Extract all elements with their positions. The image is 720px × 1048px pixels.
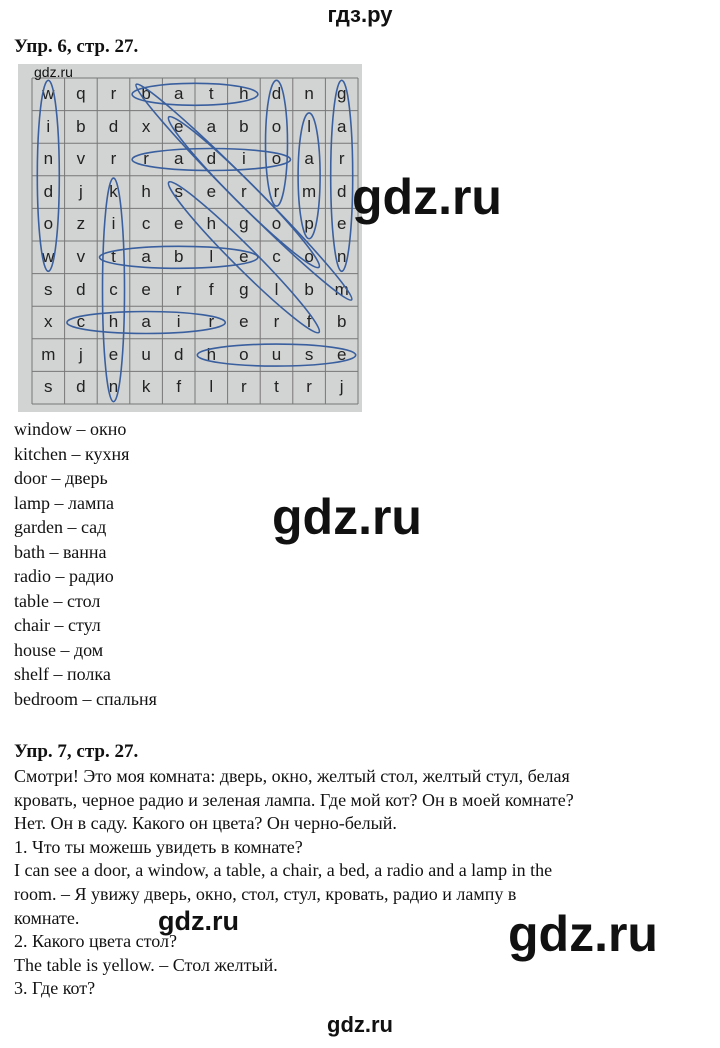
exercise-7-line: room. – Я увижу дверь, окно, стол, стул, кровать, радио и лампу в xyxy=(14,883,517,904)
exercise-7-line: The table is yellow. – Стол желтый. xyxy=(14,954,278,975)
found-word-ellipse xyxy=(197,344,355,366)
grid-letter: a xyxy=(173,149,184,169)
grid-letter: d xyxy=(206,149,217,169)
found-word-ellipse xyxy=(132,83,258,105)
grid-letter: r xyxy=(175,279,182,299)
vocab-item: door – дверь xyxy=(14,468,108,488)
grid-letter: b xyxy=(336,312,347,332)
grid-letter: r xyxy=(208,312,215,332)
word-search-puzzle xyxy=(18,64,362,412)
grid-letter: e xyxy=(141,279,151,299)
grid-letter: g xyxy=(336,84,347,103)
grid-letter: p xyxy=(304,214,314,234)
grid-letter: l xyxy=(209,247,214,266)
vocab-item: chair – стул xyxy=(14,615,101,635)
grid-letter: k xyxy=(109,181,118,201)
grid-letter: v xyxy=(76,149,86,169)
grid-letter: e xyxy=(239,247,249,266)
site-header: гдз.ру xyxy=(327,2,393,27)
grid-letter: h xyxy=(206,214,217,234)
grid-letter: r xyxy=(273,312,280,332)
grid-letter: r xyxy=(110,149,117,169)
grid-letter: s xyxy=(44,279,53,299)
grid-letter: b xyxy=(304,279,314,299)
grid-letter: t xyxy=(274,377,279,397)
grid-letter: o xyxy=(271,116,282,136)
found-word-ellipse xyxy=(161,109,327,275)
grid-letter: a xyxy=(304,149,314,169)
grid-letter: e xyxy=(173,116,184,136)
grid-letter: r xyxy=(143,149,149,169)
exercise-7-text xyxy=(14,765,714,1001)
grid-letter: b xyxy=(141,84,151,103)
grid-letter: r xyxy=(241,181,247,201)
grid-letter: h xyxy=(239,84,249,103)
vocab-item: lamp – лампа xyxy=(14,492,114,513)
grid-letter: l xyxy=(274,279,279,299)
grid-letter: j xyxy=(339,377,344,397)
grid-letter: h xyxy=(108,312,119,332)
grid-letter: m xyxy=(302,181,317,201)
exercise-7-line: 1. Что ты можешь увидеть в комнате? xyxy=(14,836,303,857)
vocab-item: house – дом xyxy=(14,639,104,660)
grid-letter: s xyxy=(304,344,314,364)
grid-letter: t xyxy=(111,247,116,266)
grid-letter: i xyxy=(176,312,181,332)
found-word-ellipse xyxy=(37,80,59,271)
found-word-ellipse xyxy=(266,80,288,206)
grid-letter: o xyxy=(271,214,282,234)
watermark-small-1: gdz.ru xyxy=(158,906,239,936)
grid-letter: a xyxy=(336,116,347,136)
grid-letter: e xyxy=(336,344,347,364)
grid-letter: r xyxy=(110,84,117,103)
grid-letter: r xyxy=(241,377,247,397)
grid-letter: e xyxy=(336,214,347,234)
grid-letter: w xyxy=(42,247,55,266)
grid-letter: e xyxy=(239,312,249,332)
grid-letter: b xyxy=(239,116,249,136)
grid-letter: e xyxy=(173,214,184,234)
grid-letter: d xyxy=(336,181,347,201)
grid-letter: z xyxy=(76,214,86,234)
grid-letter: j xyxy=(79,344,83,364)
grid-letter: c xyxy=(141,214,151,234)
grid-letter: q xyxy=(76,84,86,103)
grid-letter: d xyxy=(76,377,86,397)
grid-letter: c xyxy=(272,247,281,266)
exercise-6-title: Упр. 6, стр. 27. xyxy=(14,36,139,57)
grid-letter: d xyxy=(108,116,119,136)
grid-letter: x xyxy=(44,312,53,332)
vocab-item: bedroom – спальня xyxy=(14,688,157,709)
found-word-ellipse xyxy=(103,178,125,402)
vocab-item: bath – ванна xyxy=(14,541,107,562)
grid-letter: t xyxy=(208,84,214,103)
grid-letter: j xyxy=(79,181,83,201)
found-word-ellipse xyxy=(331,80,353,271)
grid-letter: d xyxy=(173,344,184,364)
grid-letter: f xyxy=(306,312,312,332)
grid-letter: c xyxy=(76,312,86,332)
exercise-7-line: I can see a door, a window, a table, a chair, a bed, a radio and a lamp in the xyxy=(14,860,553,881)
grid-letter: k xyxy=(141,377,151,397)
grid-letter: n xyxy=(43,149,54,169)
vocab-item: garden – сад xyxy=(14,517,107,537)
exercise-7-line: 3. Где кот? xyxy=(14,978,96,999)
grid-letter: f xyxy=(176,377,182,397)
grid-letter: x xyxy=(141,116,151,136)
grid-letter: v xyxy=(76,247,86,266)
grid-letter: r xyxy=(338,149,345,169)
exercise-7-line: Смотри! Это моя комната: дверь, окно, желтый стол, желтый стул, белая xyxy=(14,766,570,786)
found-word-ellipse xyxy=(161,174,327,340)
watermark-big-3: gdz.ru xyxy=(508,906,658,962)
grid-letter: f xyxy=(208,279,214,299)
watermark-big-2: gdz.ru xyxy=(272,489,422,545)
grid-letter: g xyxy=(239,214,249,234)
vocab-item: table – стол xyxy=(14,590,101,611)
exercise-7-line: Нет. Он в саду. Какого он цвета? Он черно-белый. xyxy=(14,813,397,834)
grid-letter: a xyxy=(206,116,217,136)
grid-letter: d xyxy=(43,181,54,201)
grid-letter: s xyxy=(44,377,53,397)
found-word-circles xyxy=(18,64,362,412)
grid-letter: i xyxy=(111,214,116,234)
grid-letter: r xyxy=(306,377,312,397)
grid-letter: i xyxy=(46,116,51,136)
grid-letter: g xyxy=(239,279,249,299)
exercise-7-line: кровать, черное радио и зеленая лампа. Где мой кот? Он в моей комнате? xyxy=(14,789,574,810)
grid-letter: b xyxy=(173,247,184,266)
exercise-7-title: Упр. 7, стр. 27. xyxy=(14,741,139,762)
exercise-7-line: комнате. xyxy=(14,907,80,928)
watermark-big-1: gdz.ru xyxy=(352,169,502,225)
grid-letter: b xyxy=(76,116,86,136)
grid-letter: a xyxy=(141,247,151,266)
grid-letter: m xyxy=(334,279,349,299)
grid-letter: d xyxy=(271,84,282,103)
grid-letter: e xyxy=(206,181,217,201)
vocab-item: radio – радио xyxy=(14,566,114,586)
grid-letter: c xyxy=(109,279,118,299)
footer-watermark: gdz.ru xyxy=(327,1012,393,1037)
grid-letter: e xyxy=(108,344,119,364)
found-word-ellipse xyxy=(67,312,225,334)
grid-letter: n xyxy=(108,377,119,397)
grid-letter: u xyxy=(271,344,282,364)
vocab-item: kitchen – кухня xyxy=(14,443,130,464)
grid-letter: h xyxy=(206,344,217,364)
grid-letter: n xyxy=(304,84,314,103)
found-word-ellipse xyxy=(298,113,320,239)
grid-letter: r xyxy=(273,181,280,201)
grid-letter: i xyxy=(242,149,246,169)
grid-letter: l xyxy=(209,377,214,397)
grid-letter: o xyxy=(304,247,314,266)
found-word-ellipse xyxy=(132,149,290,171)
vocab-item: shelf – полка xyxy=(14,664,111,684)
grid-letter: o xyxy=(239,344,249,364)
exercise-7-line: 2. Какого цвета стол? xyxy=(14,931,177,952)
grid-letter: n xyxy=(336,247,347,266)
grid-letter: a xyxy=(141,312,151,332)
grid-letter: o xyxy=(271,149,282,169)
grid-letter: l xyxy=(307,116,311,136)
grid-letter: d xyxy=(76,279,86,299)
grid-letter: m xyxy=(41,344,56,364)
puzzle-watermark: gdz.ru xyxy=(34,64,73,80)
grid-letter: h xyxy=(141,181,151,201)
grid-letter: a xyxy=(173,84,184,103)
vocab-item: window – окно xyxy=(14,419,127,439)
grid-letter: o xyxy=(43,214,54,234)
vocabulary-list xyxy=(14,417,157,711)
grid-letter: w xyxy=(42,84,55,103)
grid-letter: s xyxy=(174,181,183,201)
grid-letter: u xyxy=(141,344,151,364)
